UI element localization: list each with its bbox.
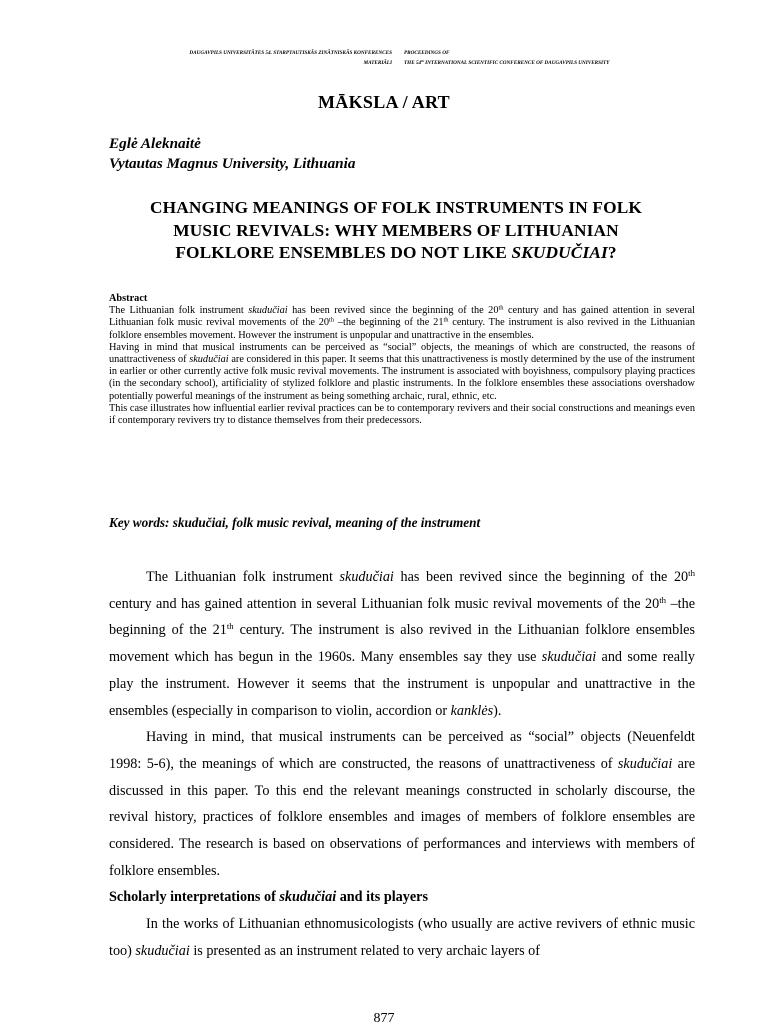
section-title: MĀKSLA / ART — [318, 92, 450, 112]
abstract-paragraph-1: The Lithuanian folk instrument skudučiai has been revived since the beginning of the 20th century and has gained attention in several Lithuanian folk music revival movements of the 20th –the beginning of the 21th century. The instrument is also revived in the Lithuanian folklore ensembles movement. However the instrument is unpopular and unattractive in the ensembles. — [109, 304, 695, 341]
running-head-left — [110, 49, 392, 68]
author-affiliation: Vytautas Magnus University, Lithuania — [109, 154, 356, 172]
abstract — [109, 293, 695, 427]
section-subheading: Scholarly interpretations of skudučiai and its players — [109, 889, 428, 906]
conference-name-lv: DAUGAVPILS UNIVERSITĀTES 54. STARPTAUTISKĀS ZINĀTNISKĀS KONFERENCES — [189, 50, 392, 56]
body-paragraph-3: In the works of Lithuanian ethnomusicologists (who usually are active revivers of ethnic music too) skudučiai is presented as an instrument related to very archaic layers of — [109, 916, 695, 959]
body-paragraph-1: The Lithuanian folk instrument skudučiai has been revived since the beginning of the 20th century and has gained attention in several Lithuanian folk music revival movements of the 20th –the beginning of the 21th century. The instrument is also revived in the Lithuanian folklore ensembles movement which has begun in the 1960s. Many ensembles say they use skudučiai and some really play the instrument. However it seems that the instrument is unpopular and unattractive in the ensembles (especially in comparison to violin, accordion or kanklės). — [109, 568, 695, 719]
conference-materials-lv: MATERIĀLI — [363, 59, 392, 66]
page-number: 877 — [373, 1011, 395, 1026]
abstract-heading: Abstract — [109, 293, 148, 304]
author-block — [109, 134, 355, 173]
running-head-right — [404, 49, 704, 68]
body-text — [109, 564, 695, 965]
paper-title: CHANGING MEANINGS OF FOLK INSTRUMENTS IN FOLK MUSIC REVIVALS: WHY MEMBERS OF LITHUANIAN FOLKLORE ENSEMBLES DO NOT LIKE SKUDUČIAI? — [150, 198, 642, 262]
author-name: Eglė Aleknaitė — [109, 135, 201, 152]
keywords: Key words: skudučiai, folk music revival, meaning of the instrument — [109, 515, 481, 530]
conference-name-en: THE 54th INTERNATIONAL SCIENTIFIC CONFERENCE OF DAUGAVPILS UNIVERSITY — [404, 58, 610, 66]
abstract-paragraph-2: Having in mind that musical instruments can be perceived as “social” objects, the meanings of which are constructed, the reasons of unattractiveness of skudučiai are considered in this paper. It seems that this unattractiveness is mostly determined by the use of the instrument in earlier or other currently active folk music revival movements. The instrument is associated with boyishness, compulsory playing practices (in the secondary school), artificiality of stylized folklore and plastic instruments. In the folklore ensembles these associations overshadow potentially powerful meanings of the instrument as being something archaic, rural, ethnic, etc. — [109, 341, 695, 402]
proceedings-label: PROCEEDINGS OF — [404, 50, 450, 56]
body-paragraph-2: Having in mind, that musical instruments can be perceived as “social” objects (Neuenfeldt 1998: 5-6), the meanings of which are constructed, the reasons of unattractiveness of skudučiai are discussed in this paper. To this end the relevant meanings constructed in scholarly discourse, the revival history, practices of folklore ensembles and images of members of folklore ensembles are considered. The research is based on observations of performances and interviews with members of folklore ensembles. — [109, 729, 695, 879]
abstract-paragraph-3: This case illustrates how influential earlier revival practices can be to contemporary revivers and their social constructions and meanings even if contemporary revivers try to distance themselves from their predecessors. — [109, 402, 695, 427]
